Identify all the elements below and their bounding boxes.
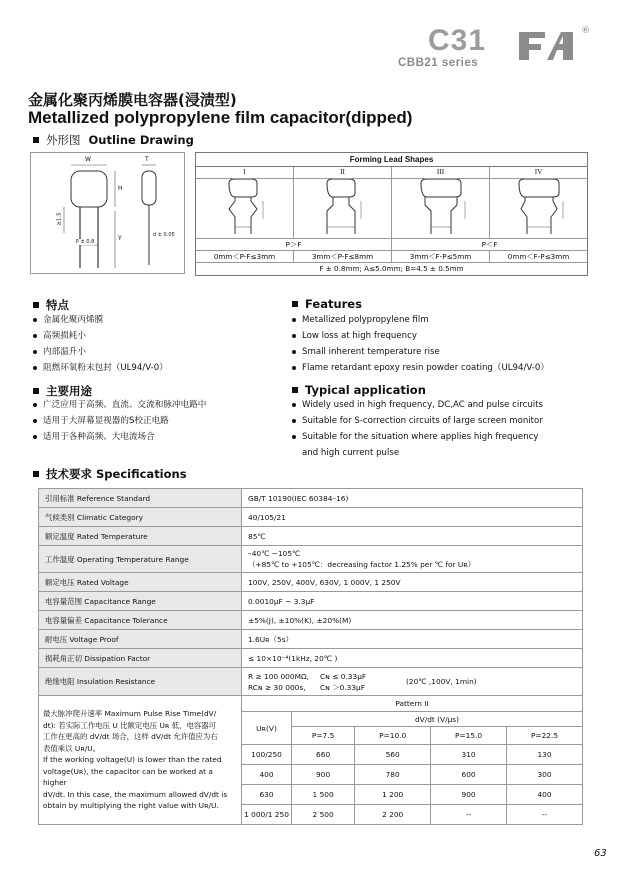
list-item: Suitable for the situation where applies high frequency (292, 429, 543, 445)
ir-cap-2: Cɴ ＞0.33μF (320, 682, 365, 692)
spec-value: 0.0010μF ~ 3.3μF (242, 592, 583, 611)
pulse-description: 最大脉冲爬升速率 Maximum Pulse Rise Time(dV/ dt): 若实际工作电压 U 比额定电压 Uʀ 低，电容器可 工作在更高的 dV/dt 场合，这样 dV/dt 允许值应为右 表值乘以 Uʀ/U。 If the working voltage(U) is lower than the rated voltage(Uʀ), the capacitor can be worked at a higher dV/dt. In this case, the maximum allowed dV/dt is obtain by multiplying the right value with Uʀ/U. (39, 696, 242, 825)
spec-value: 40/105/21 (242, 508, 583, 527)
spec-label: 损耗角正切 Dissipation Factor (39, 649, 242, 668)
condition-p-gt-f: P＞F (196, 239, 392, 250)
spec-value: ≤ 10×10⁻⁴(1kHz, 20℃ ) (242, 649, 583, 668)
list-item: 阻燃环氧粉末包封（UL94/V-0） (33, 360, 168, 376)
lead-shape-i (196, 179, 294, 238)
ir-test-condition: (20℃ ,100V, 1min) (406, 677, 477, 686)
pattern-header: Pattern II (242, 696, 583, 712)
dim-w-label: W (85, 156, 91, 163)
bullet-dot-icon (292, 419, 296, 423)
spec-heading: 技术要求 Specifications (33, 466, 187, 482)
list-item: 广泛应用于高频、直流、交流和脉冲电路中 (33, 397, 206, 413)
spec-value: 100V, 250V, 400V, 630V, 1 000V, 1 250V (242, 573, 583, 592)
dvdt-value: 300 (507, 765, 583, 785)
bullet-square-icon (33, 302, 39, 308)
lead-shape-iv (490, 179, 587, 238)
bullet-dot-icon (33, 334, 37, 338)
table-row (39, 489, 583, 508)
bullet-dot-icon (33, 435, 37, 439)
pitch-header: P=10.0 (355, 727, 431, 745)
bullet-square-icon (292, 301, 298, 307)
bullet-square-icon (33, 388, 39, 394)
op-temp-range: –40℃ ~105℃ (248, 549, 301, 558)
list-item: Suitable for S-correction circuits of large screen monitor (292, 413, 543, 429)
forming-note: F ± 0.8mm; A≤5.0mm; B=4.5 ± 0.5mm (319, 264, 464, 273)
brand-logo (517, 26, 589, 66)
table-row (39, 508, 583, 527)
dvdt-value: -- (431, 805, 507, 825)
dvdt-value: 900 (292, 765, 355, 785)
pitch-header: P=7.5 (292, 727, 355, 745)
bullet-square-icon (33, 137, 39, 143)
list-item-continuation: and high current pulse (302, 448, 400, 458)
title-english: Metallized polypropylene film capacitor(dipped) (28, 108, 413, 127)
spec-value: 85℃ (242, 527, 583, 546)
type-label: III (392, 167, 490, 178)
dvdt-value: 1 200 (355, 785, 431, 805)
type-label: IV (534, 168, 543, 176)
application-en-heading: Typical application (292, 383, 426, 397)
dim-p-label: P ± 0.8 (76, 239, 95, 245)
condition-range: 3mm＜F-P≤5mm (392, 251, 490, 262)
bullet-dot-icon (292, 403, 296, 407)
table-row (39, 592, 583, 611)
dvdt-value: 310 (431, 745, 507, 765)
table-row (39, 668, 583, 696)
dvdt-value: 600 (431, 765, 507, 785)
table-row (39, 573, 583, 592)
page-number: 63 (594, 848, 607, 859)
bullet-square-icon (292, 387, 298, 393)
spec-label: 引用标准 Reference Standard (39, 489, 242, 508)
bullet-dot-icon (33, 366, 37, 370)
bullet-dot-icon (33, 419, 37, 423)
dim-l-label: ≥1.5 (56, 212, 63, 226)
bullet-dot-icon (292, 435, 296, 439)
bullet-dot-icon (292, 350, 296, 354)
application-cn-list (33, 397, 206, 445)
bullet-dot-icon (292, 318, 296, 322)
spec-label: 电容量偏差 Capacitance Tolerance (39, 611, 242, 630)
pitch-header: P=15.0 (431, 727, 507, 745)
spec-label: 额定温度 Rated Temperature (39, 527, 242, 546)
dvdt-value: 560 (355, 745, 431, 765)
bullet-dot-icon (33, 318, 37, 322)
spec-value: 1.6Uʀ（5s） (242, 630, 583, 649)
series-code: C31 (428, 24, 487, 57)
ur-value: 100/250 (242, 745, 292, 765)
condition-range: 0mm＜P-F≤3mm (196, 251, 294, 262)
table-row (39, 630, 583, 649)
dvdt-value: 400 (507, 785, 583, 805)
title-chinese: 金属化聚丙烯膜电容器(浸渍型) (28, 91, 237, 109)
dvdt-value: 130 (507, 745, 583, 765)
dvdt-value: 2 500 (292, 805, 355, 825)
ur-value: 630 (242, 785, 292, 805)
dvdt-value: 2 200 (355, 805, 431, 825)
spec-table (38, 488, 583, 825)
pitch-header: P=22.5 (507, 727, 583, 745)
spec-value: GB/T 10190(IEC 60384–16) (242, 489, 583, 508)
spec-value: ±5%(J), ±10%(K), ±20%(M) (242, 611, 583, 630)
lead-shape-iii (392, 179, 490, 238)
ur-value: 1 000/1 250 (242, 805, 292, 825)
list-item: 适用于大屏幕显视器的S校正电路 (33, 413, 206, 429)
ur-header: Uʀ(V) (242, 712, 292, 745)
dvdt-value: 660 (292, 745, 355, 765)
type-label: I (196, 167, 294, 178)
table-row (39, 649, 583, 668)
dvdt-value: -- (507, 805, 583, 825)
features-cn-heading: 特点 (33, 297, 69, 313)
dim-y-label: Y (118, 235, 122, 242)
list-item: Metallized polypropylene film (292, 312, 549, 328)
bullet-dot-icon (33, 350, 37, 354)
type-label: II (294, 167, 392, 178)
ur-value: 400 (242, 765, 292, 785)
list-item: Low loss at high frequency (292, 328, 549, 344)
outline-drawing (30, 152, 185, 274)
spec-label: 气候类别 Climatic Category (39, 508, 242, 527)
features-en-list (292, 312, 549, 376)
spec-value (242, 546, 583, 573)
bullet-dot-icon (292, 366, 296, 370)
ir-condition-1: R ≥ 100 000MΩ, (248, 671, 309, 681)
spec-label: 绝缘电阻 Insulation Resistance (39, 668, 242, 696)
dim-d-label: d ± 0.05 (153, 232, 175, 238)
spec-label: 耐电压 Voltage Proof (39, 630, 242, 649)
ir-condition-2: RCɴ ≥ 30 000s, (248, 682, 306, 692)
list-item: Flame retardant epoxy resin powder coating（UL94/V-0） (292, 360, 549, 376)
spec-label: 电容量范围 Capacitance Range (39, 592, 242, 611)
features-cn-list (33, 312, 168, 376)
table-row (39, 611, 583, 630)
list-item: Small inherent temperature rise (292, 344, 549, 360)
forming-lead-table (195, 152, 588, 276)
application-cn-heading: 主要用途 (33, 383, 92, 399)
series-name: CBB21 series (398, 57, 479, 69)
list-item: 金属化聚丙烯膜 (33, 312, 168, 328)
features-en-heading: Features (292, 297, 362, 311)
op-temp-derating: （+85℃ to +105℃：decreasing factor 1.25% per ℃ for Uʀ） (248, 560, 476, 569)
table-row (39, 546, 583, 573)
condition-range: 0mm＜F-P≤3mm (507, 252, 570, 261)
dim-h-label: H (118, 185, 123, 192)
table-row (39, 696, 583, 712)
spec-label: 工作温度 Operating Temperature Range (39, 546, 242, 573)
application-en-list (292, 397, 543, 461)
dvdt-value: 780 (355, 765, 431, 785)
list-item: 内部温升小 (33, 344, 168, 360)
bullet-dot-icon (292, 334, 296, 338)
list-item: 适用于各种高频、大电流场合 (33, 429, 206, 445)
lead-shape-ii (294, 179, 392, 238)
outline-heading: 外形图 Outline Drawing (33, 132, 194, 148)
list-item: 高频损耗小 (33, 328, 168, 344)
dim-t-label: T (145, 156, 149, 163)
condition-p-lt-f: P＜F (481, 240, 498, 249)
dvdt-header: dV/dt (V/μs) (292, 712, 583, 727)
ir-cap-1: Cɴ ≤ 0.33μF (320, 671, 367, 681)
dvdt-value: 1 500 (292, 785, 355, 805)
condition-range: 3mm＜P-F≤8mm (294, 251, 392, 262)
spec-label: 额定电压 Rated Voltage (39, 573, 242, 592)
forming-title: Forming Lead Shapes (196, 153, 587, 167)
list-item: Widely used in high frequency, DC,AC and pulse circuits (292, 397, 543, 413)
dvdt-value: 900 (431, 785, 507, 805)
registered-mark: ® (581, 26, 590, 36)
spec-value (242, 668, 583, 696)
table-row (39, 527, 583, 546)
bullet-dot-icon (33, 403, 37, 407)
bullet-square-icon (33, 471, 39, 477)
